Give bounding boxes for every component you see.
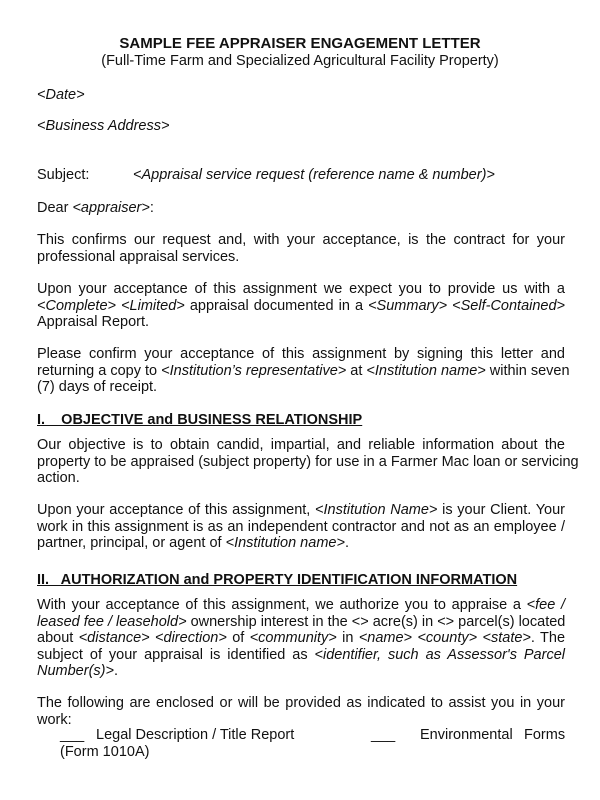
paragraph-acceptance: Upon your acceptance of this assignment we expect you to provide us with a <Complete> <Limited> appraisal documented in a <Summary> <Self-Contained> Appraisal Report. [37, 281, 566, 330]
enclosure-legal-description: Legal Description / Title Report [96, 727, 295, 743]
section-2-heading: II. AUTHORIZATION and PROPERTY IDENTIFICATION INFORMATION [37, 572, 518, 588]
date-placeholder: <Date> [37, 87, 85, 103]
subject-value: <Appraisal service request (reference name & number)> [133, 167, 495, 183]
section-1-heading: I. OBJECTIVE and BUSINESS RELATIONSHIP [37, 412, 363, 428]
enclosure-blank-2: ___ [371, 727, 396, 743]
enclosure-environmental: Environmental [420, 727, 513, 743]
page-title: SAMPLE FEE APPRAISER ENGAGEMENT LETTER [119, 35, 481, 52]
enclosure-blank-1: ___ [60, 727, 85, 743]
paragraph-enclosures: The following are enclosed or will be provided as indicated to assist you in your work: [37, 695, 565, 728]
enclosure-form-number: (Form 1010A) [60, 744, 150, 760]
address-placeholder: <Business Address> [37, 118, 170, 134]
salutation: Dear <appraiser>: [37, 200, 154, 216]
paragraph-client-relationship: Upon your acceptance of this assignment, <Institution Name> is your Client. Your work in this assignment is as an independent contractor and not as an employee / partner, principal, or agent of <Institution name>. [37, 502, 565, 551]
paragraph-objective: Our objective is to obtain candid, impartial, and reliable information about the property to be appraised (subject property) for use in a Farmer Mac loan or servicing action. [37, 437, 579, 486]
subject-label: Subject: [37, 167, 90, 183]
paragraph-confirm-acceptance: Please confirm your acceptance of this assignment by signing this letter and returning a copy to <Institution’s representative> at <Institution name> within seven (7) days of receipt. [37, 346, 570, 395]
paragraph-confirm-request: This confirms our request and, with your acceptance, is the contract for your professional appraisal services. [37, 232, 565, 265]
paragraph-authorization: With your acceptance of this assignment, we authorize you to appraise a <fee / leased fee / leasehold> ownership interest in the <> acre(s) in <> parcel(s) located about <distance> <direction> of <community> in <name> <county> <state>. The subject of your appraisal is identified as <identifier, such as Assessor's Parcel Number(s)>. [37, 597, 566, 679]
page-subtitle: (Full-Time Farm and Specialized Agricultural Facility Property) [101, 53, 499, 69]
enclosure-forms: Forms [524, 727, 566, 743]
